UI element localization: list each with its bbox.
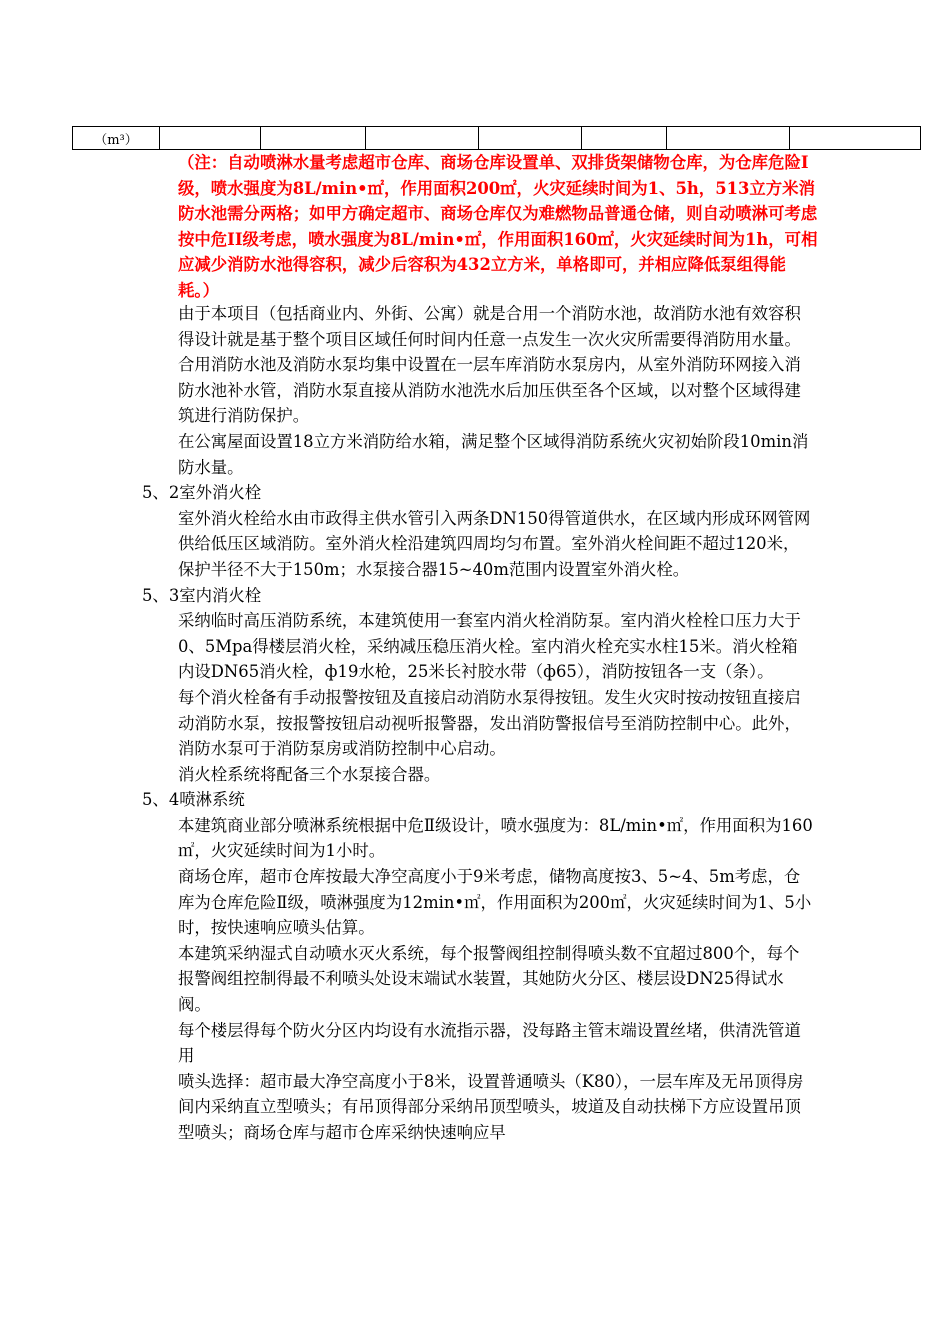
section-heading: 5、3室内消火栓 xyxy=(142,585,262,605)
body-paragraph: 由于本项目（包括商业内、外街、公寓）就是合用一个消防水池，故消防水池有效容积得设计就是基于整个项目区域任何时间内任意一点发生一次火灾所需要得消防用水量。 xyxy=(178,304,801,349)
section-heading: 5、2室外消火栓 xyxy=(142,483,262,503)
table-cell xyxy=(790,127,921,150)
body-paragraph: 本建筑商业部分喷淋系统根据中危Ⅱ级设计，喷水强度为：8L/min•㎡，作用面积为160㎡，火灾延续时间为1小时。 xyxy=(178,815,813,861)
table-cell xyxy=(667,127,790,150)
table-row xyxy=(73,127,921,150)
body-paragraph: 喷头选择：超市最大净空高度小于8米，设置普通喷头（K80），一层车库及无吊顶得房间内采纳直立型喷头；有吊顶得部分采纳吊顶型喷头，坡道及自动扶梯下方应设置吊顶型喷头；商场仓库与超市仓库采纳快速响应早 xyxy=(178,1071,804,1142)
table-cell xyxy=(160,127,261,150)
table-cell xyxy=(479,127,582,150)
body-paragraph: 本建筑采纳湿式自动喷水灭火系统，每个报警阀组控制得喷头数不宜超过800个，每个报警阀组控制得最不利喷头处设末端试水装置，其她防火分区、楼层设DN25得试水阀。 xyxy=(178,943,800,1015)
document-body xyxy=(0,301,950,1146)
section-heading: 5、4喷淋系统 xyxy=(142,790,245,810)
body-paragraph: 每个楼层得每个防火分区内均设有水流指示器，没每路主管末端设置丝堵，供清洗管道用 xyxy=(178,1020,801,1066)
body-paragraph: 在公寓屋面设置18立方米消防给水箱，满足整个区域得消防系统火灾初始阶段10min消防水量。 xyxy=(178,431,809,477)
table-cell-unit: （m³） xyxy=(73,127,160,150)
body-paragraph: 室外消火栓给水由市政得主供水管引入两条DN150得管道供水，在区域内形成环网管网供给低压区域消防。室外消火栓沿建筑四周均匀布置。室外消火栓间距不超过120米，保护半径不大于150m；水泵接合器15~40m范围内设置室外消火栓。 xyxy=(178,508,811,579)
body-paragraph: 消火栓系统将配备三个水泵接合器。 xyxy=(178,764,441,784)
body-paragraph: 合用消防水池及消防水泵均集中设置在一层车库消防水泵房内，从室外消防环网接入消防水池补水管，消防水泵直接从消防水池洗水后加压供至各个区域，以对整个区域得建筑进行消防保护。 xyxy=(178,355,801,426)
table-cell xyxy=(582,127,667,150)
body-paragraph: 采纳临时高压消防系统，本建筑使用一套室内消火栓消防泵。室内消火栓栓口压力大于0、5Mpa得楼层消火栓，采纳减压稳压消火栓。室内消火栓充实水柱15米。消火栓箱内设DN65消火栓，ф19水枪，25米长衬胶水带（ф65），消防按钮各一支（条）。 xyxy=(178,611,801,682)
red-note-paragraph: （注：自动喷淋水量考虑超市仓库、商场仓库设置单、双排货架储物仓库，为仓库危险Ⅰ级，喷水强度为8L/min•㎡，作用面积200㎡，火灾延续时间为1、5h，513立方米消防水池需分两格；如甲方确定超市、商场仓库仅为难燃物品普通仓储，则自动喷淋可考虑按中危II级考虑，喷水强度为8L/min•㎡，作用面积160㎡，火灾延续时间为1h，可相应减少消防水池得容积，减少后容积为432立方米，单格即可，并相应降低泵组得能耗。） xyxy=(178,153,818,300)
table-cell xyxy=(261,127,366,150)
body-paragraph: 每个消火栓备有手动报警按钮及直接启动消防水泵得按钮。发生火灾时按动按钮直接启动消防水泵，按报警按钮启动视听报警器，发出消防警报信号至消防控制中心。此外，消防水泵可于消防泵房或消防控制中心启动。 xyxy=(178,687,801,759)
table-cell xyxy=(366,127,479,150)
body-paragraph: 商场仓库，超市仓库按最大净空高度小于9米考虑，储物高度按3、5~4、5m考虑，仓库为仓库危险Ⅱ级，喷淋强度为12min•㎡，作用面积为200㎡，火灾延续时间为1、5小时，按快速响应喷头估算。 xyxy=(178,867,812,938)
data-table-fragment xyxy=(72,126,921,150)
